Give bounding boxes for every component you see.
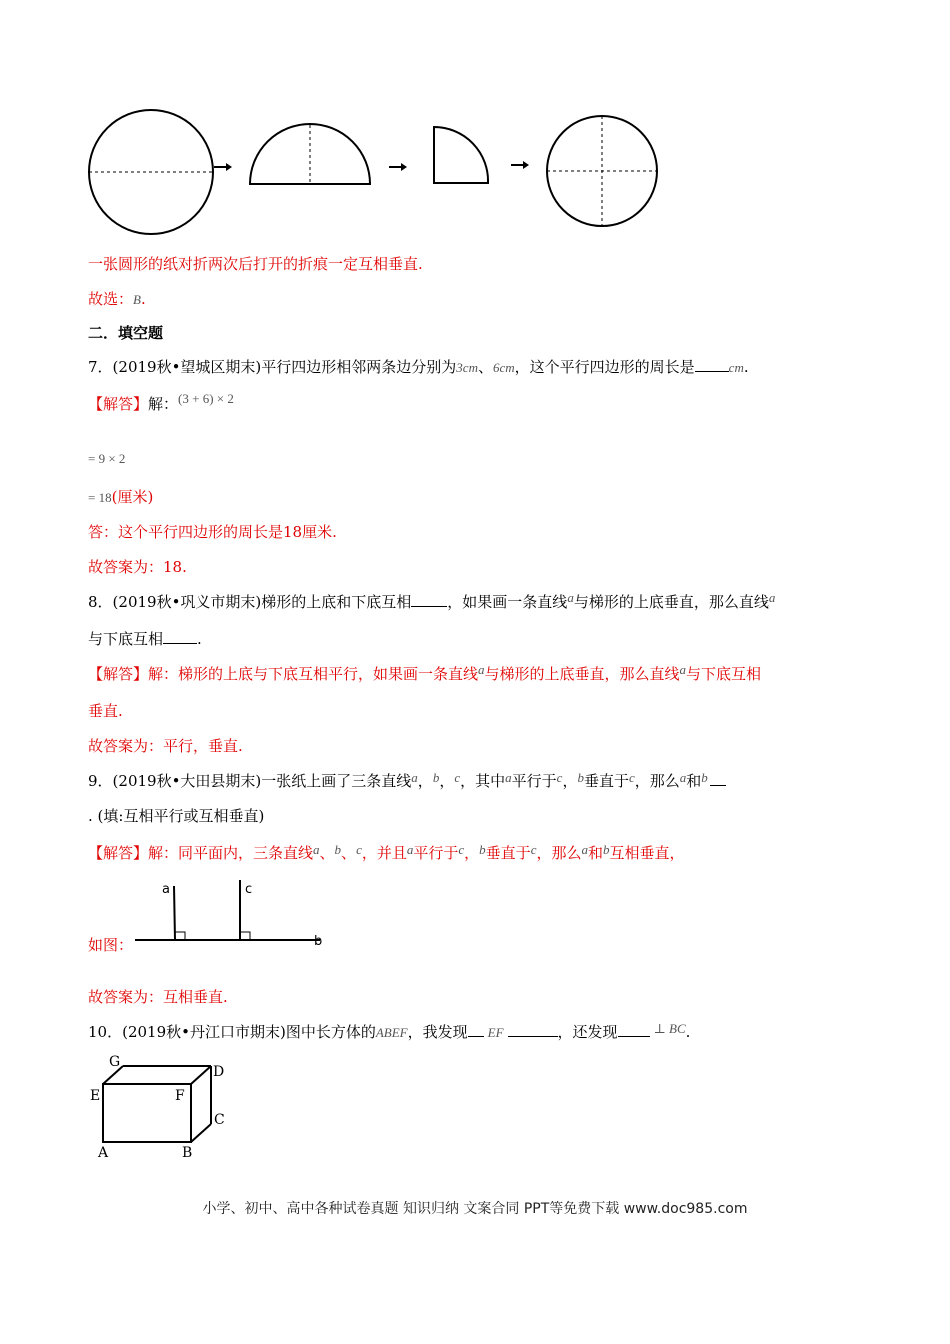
- q9-sol-c-2: c: [458, 842, 465, 857]
- q9-sol-dun-1: 、: [319, 844, 335, 862]
- q7-sol-prefix: 解：: [148, 395, 179, 413]
- q8-tag: 【解答】: [88, 665, 149, 683]
- right-angle-mark-a: [175, 932, 185, 940]
- cuboid-label-f: F: [175, 1088, 185, 1104]
- q6-conclusion: 一张圆形的纸对折两次后打开的折痕一定互相垂直.: [88, 255, 423, 273]
- q9-sol-b: b: [334, 842, 342, 857]
- q9-figure-prefix: 如图：: [88, 936, 134, 954]
- q9-b: b: [432, 770, 440, 785]
- q9-sol-and-word: 和: [587, 844, 603, 862]
- q9-then: 那么: [649, 772, 680, 790]
- q8-question-line2: [88, 629, 202, 649]
- q9-c-2: c: [556, 770, 563, 785]
- q7-text1: 平行四边形相邻两条边分别为: [261, 358, 457, 376]
- q6-answer-prefix: 故选：: [88, 290, 134, 308]
- line-a: [174, 886, 175, 940]
- q9-sol-end: 互相垂直，: [609, 844, 685, 862]
- q6-answer: [88, 289, 146, 310]
- q7-solution-head: [88, 391, 234, 415]
- q9-sol-b-2: b: [479, 842, 486, 857]
- q9-sol-a-3: a: [581, 842, 588, 857]
- q9-blank: [710, 771, 726, 786]
- q7-number: 7．: [88, 358, 113, 376]
- q9-sol-then: ，那么: [536, 844, 582, 862]
- q9-question: [88, 771, 726, 792]
- q9-perp: 垂直于: [583, 772, 629, 790]
- q9-tag: 【解答】: [88, 844, 149, 862]
- cuboid-label-b: B: [182, 1145, 193, 1161]
- q7-calc2: = 9 × 2: [88, 451, 126, 466]
- q8-sol1: 解：梯形的上底与下底互相平行，如果画一条直线: [148, 665, 479, 683]
- q8-final: 故答案为：平行，垂直.: [88, 737, 243, 755]
- q9-c: c: [454, 770, 461, 785]
- cuboid-edge-fd: [191, 1066, 211, 1084]
- q7-final: 故答案为：18.: [88, 558, 187, 576]
- q9-sol-dun-2: 、: [341, 844, 357, 862]
- q8-text2: ，如果画一条直线: [447, 593, 568, 611]
- q7-blank: [695, 357, 729, 372]
- q9-sol-c: c: [356, 842, 362, 857]
- q7-text2: ，这个平行四边形的周长是: [514, 358, 695, 376]
- cuboid-label-a: A: [98, 1145, 109, 1161]
- q9-solution: [88, 843, 685, 864]
- q10-end: .: [685, 1023, 691, 1041]
- q8-end: .: [197, 630, 202, 648]
- q7-val1: 3cm: [456, 360, 478, 375]
- q7-calc3-unit: (厘米): [111, 488, 154, 506]
- q8-sol-var-a-1: a: [478, 662, 485, 677]
- q10-question: [88, 1022, 690, 1043]
- q10-number: 10．: [88, 1023, 123, 1041]
- q8-question: [88, 592, 775, 613]
- q9-b-3: b: [701, 770, 708, 785]
- q7-sep: 、: [477, 358, 493, 376]
- q9-fig-label-b: b: [314, 934, 323, 949]
- q7-question: [88, 357, 749, 378]
- q10-blank-1: [468, 1022, 484, 1037]
- q10-blank-2: [508, 1022, 558, 1037]
- arrow-1-head: [226, 163, 232, 171]
- q9-sol-parallel: 平行于: [413, 844, 459, 862]
- q9-sol-b-3: b: [603, 842, 610, 857]
- q8-sol3: 与下底互相: [686, 665, 762, 683]
- q8-source: (2019秋•巩义市期末): [112, 593, 262, 611]
- q10-text2: ，我发现: [407, 1023, 468, 1041]
- cuboid-edge-bc: [191, 1124, 211, 1142]
- q10-abef: ABEF: [375, 1025, 408, 1040]
- q9-lines-figure: [130, 872, 330, 952]
- q9-and: 和: [686, 772, 702, 790]
- q9-sol-perp: 垂直于: [485, 844, 531, 862]
- cuboid-figure: [0, 1050, 300, 1170]
- section-title: 二．填空题: [88, 324, 164, 342]
- q10-perp-bc: ⊥ BC: [653, 1021, 686, 1036]
- q9-source: (2019秋•大田县期末): [112, 772, 262, 790]
- quarter-circle: [434, 127, 488, 183]
- q9-fig-label-a: a: [162, 882, 170, 897]
- q9-sol1: 解：同平面内，三条直线: [148, 844, 314, 862]
- q9-number: 9．: [88, 772, 113, 790]
- q8-text3: 与梯形的上底垂直，那么直线: [573, 593, 769, 611]
- q9-parallel: 平行于: [511, 772, 557, 790]
- q9-final: 故答案为：互相垂直.: [88, 988, 228, 1006]
- q9-comma-2: ，: [439, 772, 455, 790]
- q9-sol-and: ，并且: [361, 844, 407, 862]
- cuboid-label-e: E: [90, 1088, 101, 1104]
- q9-comma-4: ，: [562, 772, 578, 790]
- cuboid-label-g: G: [109, 1054, 121, 1070]
- q9-b-2: b: [577, 770, 584, 785]
- q8-blank-2: [163, 629, 197, 644]
- q9-a-3: a: [679, 770, 687, 785]
- q7-calc1: (3 + 6) × 2: [178, 391, 234, 406]
- cuboid-label-d: D: [213, 1064, 225, 1080]
- q7-end: .: [743, 358, 749, 376]
- q7-tag: 【解答】: [88, 395, 149, 413]
- arrow-2-head: [401, 163, 407, 171]
- q8-solution-line2: 垂直.: [88, 702, 123, 720]
- q9-comma-3: ，: [460, 772, 476, 790]
- q7-source: (2019秋•望城区期末): [112, 358, 262, 376]
- q9-among: 其中: [475, 772, 506, 790]
- q9-comma-1: ，: [417, 772, 433, 790]
- q10-text3: ，还发现: [557, 1023, 618, 1041]
- q8-sol-var-a-2: a: [679, 662, 687, 677]
- q10-text1: 图中长方体的: [285, 1023, 376, 1041]
- q8-sol2: 与梯形的上底垂直，那么直线: [484, 665, 680, 683]
- q9-question-line2: . (填:互相平行或互相垂直): [88, 807, 265, 825]
- q7-calc3: = 18: [88, 490, 112, 505]
- q10-ef: EF: [487, 1025, 504, 1040]
- q7-reply: 答：这个平行四边形的周长是18厘米.: [88, 523, 337, 541]
- q9-comma-5: ，: [634, 772, 650, 790]
- q10-blank-3: [618, 1022, 650, 1037]
- q6-answer-suffix: .: [140, 290, 146, 308]
- page-footer: 小学、初中、高中各种试卷真题 知识归纳 文案合同 PPT等免费下载 www.doc985.com: [202, 1201, 748, 1217]
- q9-sol-a: a: [313, 842, 320, 857]
- right-angle-mark-c: [240, 932, 250, 940]
- q7-val2: 6cm: [492, 360, 515, 375]
- q9-a-2: a: [505, 770, 512, 785]
- q8-var-a-1: a: [567, 590, 574, 605]
- arrow-3-head: [523, 161, 529, 169]
- q8-text4: 与下底互相: [88, 630, 164, 648]
- q8-number: 8．: [88, 593, 113, 611]
- q9-c-3: c: [628, 770, 635, 785]
- q8-var-a-2: a: [768, 590, 776, 605]
- q9-sol-c-3: c: [530, 842, 537, 857]
- q8-text1: 梯形的上底和下底互相: [261, 593, 412, 611]
- q8-solution: [88, 664, 761, 685]
- q9-sol-comma: ，: [464, 844, 480, 862]
- q9-text1: 一张纸上画了三条直线: [261, 772, 412, 790]
- q9-sol-a-2: a: [406, 842, 414, 857]
- q7-unit: cm: [728, 360, 744, 375]
- q10-source: (2019秋•丹江口市期末): [122, 1023, 286, 1041]
- q9-fig-label-c: c: [245, 882, 253, 897]
- cuboid-label-c: C: [214, 1112, 225, 1128]
- q8-blank-1: [411, 592, 447, 607]
- q6-answer-value: B: [133, 292, 141, 307]
- q9-a: a: [411, 770, 418, 785]
- fold-figure: [0, 0, 950, 240]
- q7-calc3-line: [88, 487, 153, 508]
